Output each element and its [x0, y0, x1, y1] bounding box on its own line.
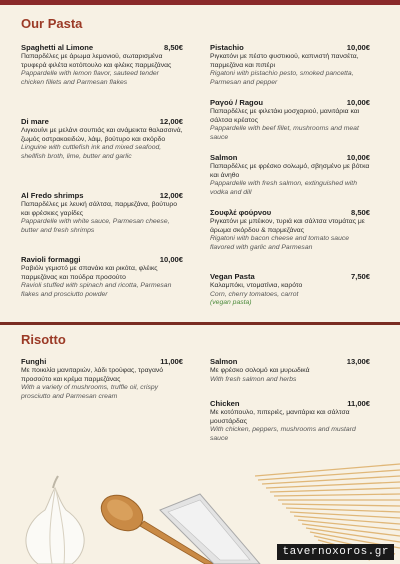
garlic-icon — [26, 476, 84, 564]
menu-item — [210, 98, 370, 142]
item-price: 10,00€ — [346, 43, 370, 52]
item-name: Di mare — [21, 117, 49, 126]
menu-item — [21, 43, 183, 87]
item-price: 13,00€ — [346, 357, 370, 366]
menu-item — [21, 117, 183, 161]
item-desc-greek: Ριγκατόνι με πέστο φυστικιού, καπνιστή πανσέτα, παρμεζάνα και πιπέρι — [210, 53, 359, 69]
item-price: 10,00€ — [346, 98, 370, 107]
item-desc-english: Linguine with cuttlefish ink and mixed seafood, shellfish broth, lime, butter and garlic — [21, 144, 162, 160]
item-price: 12,00€ — [159, 191, 183, 200]
item-price: 12,00€ — [159, 117, 183, 126]
item-note-vegan: (vegan pasta) — [210, 299, 252, 307]
item-name: Salmon — [210, 357, 238, 366]
item-desc-english: Corn, cherry tomatoes, carrot — [210, 290, 299, 298]
item-desc-greek: Ριγκατόνι με μπέικον, τυριά και σάλτσα ντομάτας με άρωμα σκόρδου & παρμεζάνας — [210, 218, 365, 234]
item-desc-english: With a variety of mushrooms, truffle oil, crispy prosciutto and Parmesan cream — [21, 384, 159, 400]
section-divider — [0, 322, 400, 325]
item-price: 11,00€ — [347, 399, 370, 408]
item-desc-english: With chicken, peppers, mushrooms and mustard sauce — [210, 426, 356, 442]
item-desc-greek: Με φρέσκο σολομό και μυρωδικά — [210, 367, 310, 374]
item-price: 7,50€ — [350, 272, 370, 281]
section-title-pasta: Our Pasta — [21, 16, 83, 31]
item-name: Σουφλέ φούρνου — [210, 208, 272, 217]
item-name: Ravioli formaggi — [21, 255, 81, 264]
item-desc-greek: Παπαρδέλες με φιλετάκι μοσχαριού, μανιτάρια και σάλτσα κρέατος — [210, 108, 360, 124]
cheese-grater-icon — [160, 494, 260, 564]
item-name: Vegan Pasta — [210, 272, 255, 281]
item-desc-greek: Παπαρδέλες με λευκή σάλτσα, παρμεζάνα, βούτυρο και φρέσκιες γαρίδες — [21, 201, 178, 217]
item-price: 10,00€ — [159, 255, 183, 264]
item-desc-english: Pappardelle with fresh salmon, extinguished with vodka and dill — [210, 180, 357, 196]
item-desc-greek: Ραβιόλι γεμιστό με σπανάκι και ρικότα, φλέικς παρμεζάνας και πούδρα προσούτο — [21, 265, 158, 281]
item-price: 11,00€ — [160, 357, 183, 366]
item-desc-greek: Παπαρδέλες με φρέσκο σολωμό, σβησμένο με βότκα και άνηθο — [210, 163, 370, 179]
item-desc-english: Ravioli stuffed with spinach and ricotta, Parmesan flakes and prosciutto powder — [21, 282, 172, 298]
menu-item — [210, 208, 370, 252]
menu-item — [21, 357, 183, 401]
section-title-risotto: Risotto — [21, 332, 66, 347]
menu-item — [21, 191, 183, 235]
item-desc-english: Rigatoni with pistachio pesto, smoked pancetta, Parmesan and pepper — [210, 70, 354, 86]
item-desc-greek: Καλαμπόκι, ντοματίνια, καρότο — [210, 282, 303, 289]
item-desc-greek: Παπαρδέλες με άρωμα λεμονιού, σωταρισμένα τρυφερά φιλέτα κοτόπουλο και φλέικς παρμεζάνας — [21, 53, 172, 69]
item-desc-english: Pappardelle with beef fillet, mushrooms and meat sauce — [210, 125, 359, 141]
item-price: 10,00€ — [346, 153, 370, 162]
item-desc-english: Rigatoni with bacon cheese and tomato sauce flavored with garlic and Parmesan — [210, 235, 350, 251]
item-name: Ραγού / Ragou — [210, 98, 263, 107]
item-desc-english: Pappardelle with lemon flavor, sauteed tender chicken fillets and Parmesan flakes — [21, 70, 159, 86]
item-desc-greek: Λιγκουίνι με μελάνι σουπιάς και ανάμεικτα θαλασσινά, ζωμός οστρακοειδών, λάιμ, βούτυρο και σκόρδο — [21, 127, 183, 143]
menu-item — [210, 272, 370, 308]
item-price: 8,50€ — [350, 208, 370, 217]
footer-website: tavernoxoros.gr — [277, 544, 394, 560]
item-price: 8,50€ — [163, 43, 183, 52]
item-name: Salmon — [210, 153, 238, 162]
item-name: Pistachio — [210, 43, 244, 52]
menu-item — [210, 43, 370, 87]
menu-item — [21, 255, 183, 299]
item-name: Spaghetti al Limone — [21, 43, 94, 52]
item-name: Chicken — [210, 399, 240, 408]
item-desc-english: Pappardelle with white sauce, Parmesan cheese, butter and fresh shrimps — [21, 218, 170, 234]
top-rule — [0, 0, 400, 5]
item-desc-english: With fresh salmon and herbs — [210, 375, 297, 383]
item-desc-greek: Με κοτόπουλο, πιπεριές, μανιτάρια και σάλτσα μουστάρδας — [210, 409, 350, 425]
item-name: Al Fredo shrimps — [21, 191, 84, 200]
item-desc-greek: Με ποικιλία μανιταριών, λάδι τρούφας, τραγανό προσούτο και κρέμα παρμεζάνας — [21, 367, 164, 383]
menu-item — [210, 357, 370, 384]
menu-item — [210, 153, 370, 197]
item-name: Funghi — [21, 357, 47, 366]
